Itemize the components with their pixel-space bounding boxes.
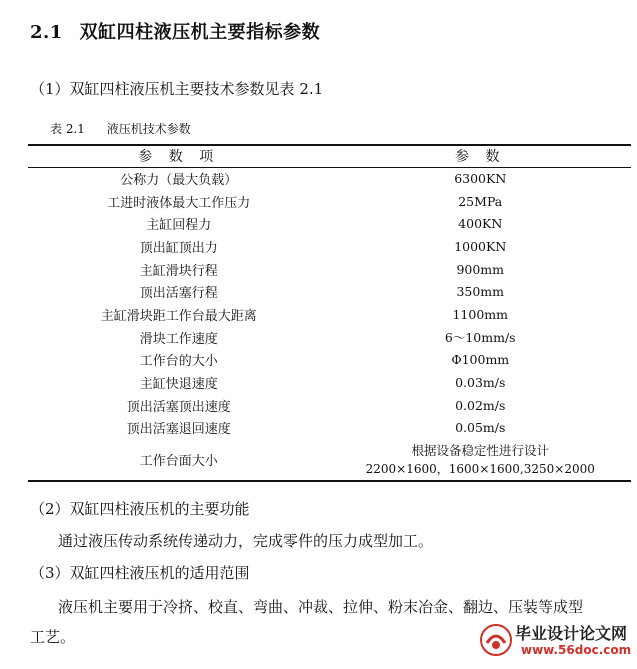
row-value: 0.02m/s bbox=[455, 397, 506, 413]
table-caption-title: 液压机技术参数 bbox=[106, 122, 191, 136]
table-row bbox=[28, 235, 631, 258]
table-row bbox=[28, 326, 631, 349]
table-row bbox=[28, 394, 631, 417]
row-value: 0.05m/s bbox=[455, 420, 506, 436]
table-row bbox=[28, 371, 631, 394]
row-label: 主缸快退速度 bbox=[139, 377, 218, 393]
row-value: 400KN bbox=[458, 216, 503, 232]
row-value: 6～10mm/s bbox=[444, 330, 516, 346]
row-label: 顶出活塞顶出速度 bbox=[126, 399, 231, 415]
row-label: 工进时液体最大工作压力 bbox=[107, 195, 251, 211]
section-number: 2.1 bbox=[30, 22, 63, 43]
watermark-title: 毕业设计论文网 bbox=[515, 624, 628, 643]
watermark-url: www.56doc.com bbox=[521, 643, 632, 657]
row-value bbox=[330, 439, 632, 481]
header-param-item: 参 数 项 bbox=[28, 145, 330, 167]
row-label: 主缸滑块行程 bbox=[139, 263, 218, 279]
table-row bbox=[28, 258, 631, 281]
table-row bbox=[28, 212, 631, 235]
header-param-value: 参 数 bbox=[330, 145, 632, 167]
row-value-line2: 2200×1600，1600×1600,3250×2000 bbox=[365, 461, 595, 476]
row-label: 主缸滑块距工作台最大距离 bbox=[100, 308, 257, 324]
row-value: 0.03m/s bbox=[455, 375, 506, 391]
table-caption bbox=[50, 120, 191, 137]
table-caption-label: 表 2.1 bbox=[50, 122, 85, 136]
table-row bbox=[28, 439, 631, 481]
row-label: 公称力（最大负载） bbox=[120, 173, 238, 189]
row-label: 顶出活塞行程 bbox=[139, 286, 218, 302]
row-value: Φ100mm bbox=[451, 352, 510, 368]
paragraph-5-line1: 液压机主要用于冷挤、校直、弯曲、冲裁、拉伸、粉末冶金、翻边、压装等成型 bbox=[58, 598, 584, 616]
table-header-row bbox=[28, 145, 631, 167]
row-value: 25MPa bbox=[458, 193, 503, 209]
paragraph-1: （1）双缸四柱液压机主要技术参数见表 2.1 bbox=[30, 80, 324, 98]
table-row bbox=[28, 280, 631, 303]
table-row bbox=[28, 167, 631, 190]
row-label: 顶出缸顶出力 bbox=[139, 240, 218, 256]
parameters-table bbox=[28, 144, 631, 482]
section-heading bbox=[30, 18, 320, 44]
table-row bbox=[28, 190, 631, 213]
row-label: 滑块工作速度 bbox=[139, 331, 218, 347]
table-row bbox=[28, 303, 631, 326]
paragraph-3: 通过液压传动系统传递动力，完成零件的压力成型加工。 bbox=[58, 532, 434, 550]
section-title: 双缸四柱液压机主要指标参数 bbox=[79, 22, 321, 43]
table-row bbox=[28, 349, 631, 372]
paragraph-2: （2）双缸四柱液压机的主要功能 bbox=[30, 500, 250, 518]
watermark-logo-icon bbox=[479, 623, 513, 657]
row-label: 顶出活塞退回速度 bbox=[126, 422, 231, 438]
row-value-line1: 根据设备稳定性进行设计 bbox=[411, 442, 549, 458]
row-value: 350mm bbox=[456, 284, 505, 300]
paragraph-5-line2: 工艺。 bbox=[30, 628, 76, 646]
row-value: 1000KN bbox=[454, 238, 507, 254]
row-value: 900mm bbox=[456, 261, 505, 277]
paragraph-4: （3）双缸四柱液压机的适用范围 bbox=[30, 564, 250, 582]
row-label: 工作台的大小 bbox=[139, 354, 218, 370]
row-value: 1100mm bbox=[452, 306, 509, 322]
row-value: 6300KN bbox=[454, 171, 507, 187]
table-row bbox=[28, 417, 631, 440]
row-label: 主缸回程力 bbox=[146, 218, 212, 234]
row-label: 工作台面大小 bbox=[28, 439, 330, 481]
watermark bbox=[479, 619, 632, 665]
